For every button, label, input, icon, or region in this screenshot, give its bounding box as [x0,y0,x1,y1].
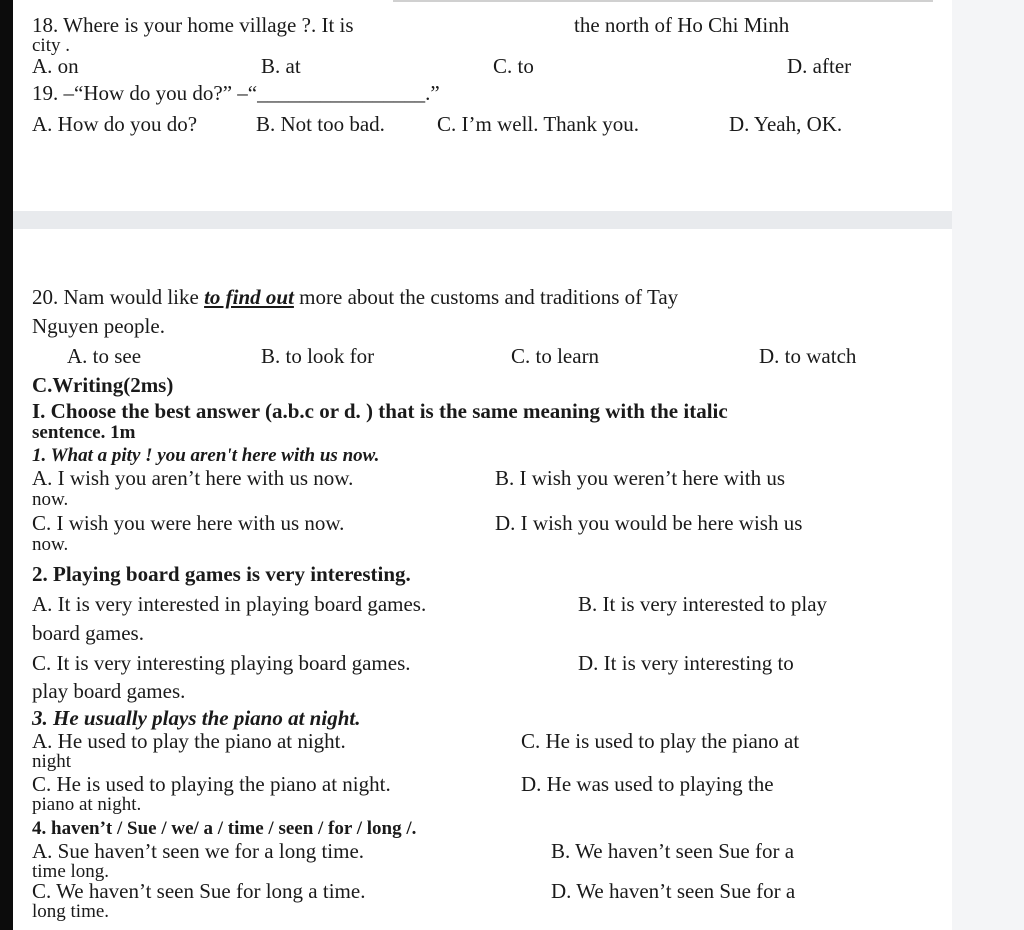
q18-option-d: D. after [787,54,852,78]
q20-stem [32,286,678,308]
q18-option-b: B. at [261,54,301,78]
item2-option-c: C. It is very interesting playing board games. [32,651,411,675]
item1-option-d-cont: now. [32,534,69,555]
item2-option-b: B. It is very interested to play [578,592,828,616]
item2-option-a: A. It is very interested in playing board games. [32,592,427,616]
q18-stem-part1: 18. Where is your home village ?. It is [32,13,354,37]
q20-option-c: C. to learn [511,344,600,368]
q20-stem-suffix: more about the customs and traditions of Tay [293,285,679,309]
right-margin [952,0,1024,930]
item4-option-b-cont: time long. [32,861,110,882]
item1-option-a: A. I wish you aren’t here with us now. [32,466,354,490]
item4-option-c: C. We haven’t seen Sue for long a time. [32,879,366,903]
q18-option-c: C. to [493,54,534,78]
document-page-2 [13,229,952,930]
q19-option-a: A. How do you do? [32,112,198,136]
item3-option-c1-cont: night [32,751,72,772]
item1-option-d: D. I wish you would be here wish us [495,511,803,535]
q18-stem-part2: the north of Ho Chi Minh [574,13,790,37]
item1-option-b-cont: now. [32,489,69,510]
q18-stem-cont: city . [32,35,70,56]
q19-stem-text: 19. –“How do you do?” –“ [32,81,258,105]
left-dark-bar [0,0,13,930]
q20-option-b: B. to look for [261,344,375,368]
q20-stem-prefix: 20. Nam would like [32,285,205,309]
page-gap [13,211,952,229]
item4-option-a: A. Sue haven’t seen we for a long time. [32,839,365,863]
item3-option-d-cont: piano at night. [32,794,142,815]
item4-option-d-cont: long time. [32,901,110,922]
item4-prompt: 4. haven’t / Sue / we/ a / time / seen / for / long /. [32,818,417,839]
q20-stem-cont: Nguyen people. [32,314,165,338]
q20-option-a: A. to see [67,344,142,368]
writing-instruction: I. Choose the best answer (a.b.c or d. ) that is the same meaning with the italic [32,399,728,423]
item1-option-c: C. I wish you were here with us now. [32,511,345,535]
q18-option-a: A. on [32,54,79,78]
item4-option-b: B. We haven’t seen Sue for a [551,839,795,863]
q20-option-d: D. to watch [759,344,857,368]
item2-option-d: D. It is very interesting to [578,651,794,675]
writing-instruction-cont: sentence. 1m [32,422,136,443]
item1-option-b: B. I wish you weren’t here with us [495,466,786,490]
item4-option-d: D. We haven’t seen Sue for a [551,879,796,903]
q19-stem-end: .” [425,81,440,105]
item3-option-a: A. He used to play the piano at night. [32,729,346,753]
q19-option-c: C. I’m well. Thank you. [437,112,640,136]
item3-option-d: D. He was used to playing the [521,772,774,796]
item1-prompt: 1. What a pity ! you aren't here with us now. [32,445,380,466]
q20-stem-emphasis: to find out [204,285,294,309]
item2-option-d-cont: play board games. [32,679,186,703]
writing-heading: C.Writing(2ms) [32,373,174,397]
q19-stem [32,82,440,104]
q19-blank: ________________ [257,81,426,105]
item3-option-c2: C. He is used to playing the piano at night. [32,772,391,796]
document-page-1 [13,0,952,211]
q19-option-d: D. Yeah, OK. [729,112,843,136]
top-divider [393,0,933,2]
item3-prompt: 3. He usually plays the piano at night. [32,706,361,730]
item2-prompt: 2. Playing board games is very interesting. [32,562,411,586]
item2-option-b-cont: board games. [32,621,144,645]
item3-option-c1: C. He is used to play the piano at [521,729,800,753]
q19-option-b: B. Not too bad. [256,112,385,136]
